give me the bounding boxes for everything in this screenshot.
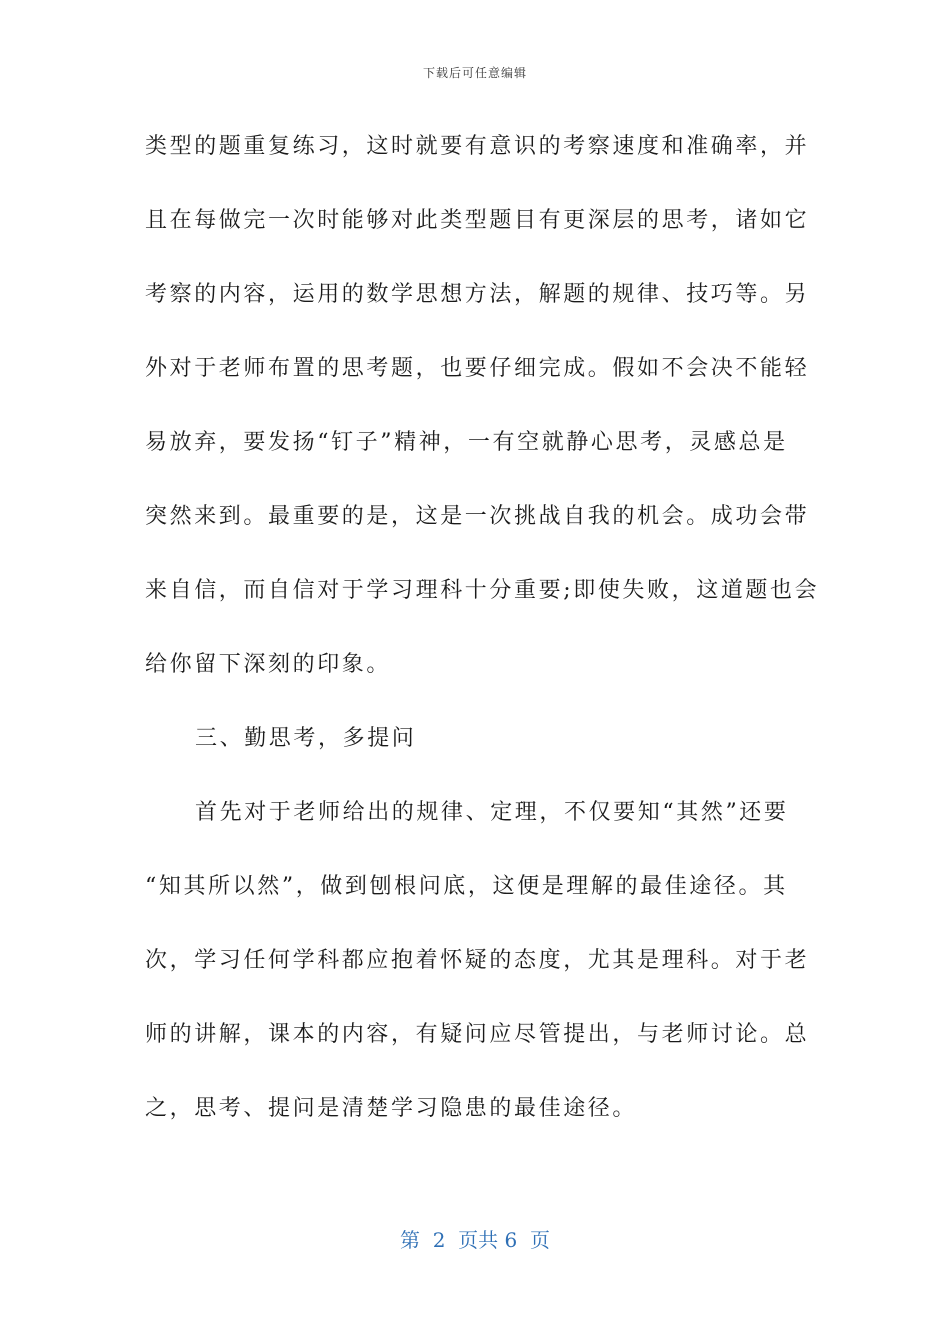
- page-number-footer: 第 2 页共 6 页: [400, 1228, 550, 1252]
- body-line: 外对于老师布置的思考题，也要仔细完成。假如不会决不能轻: [145, 356, 810, 381]
- body-line: 之，思考、提问是清楚学习隐患的最佳途径。: [145, 1096, 638, 1121]
- body-line: 师的讲解，课本的内容，有疑问应尽管提出，与老师讨论。总: [145, 1022, 810, 1047]
- section-heading: 三、勤思考，多提问: [195, 726, 417, 751]
- document-body: [145, 120, 820, 1156]
- body-line: 类型的题重复练习，这时就要有意识的考察速度和准确率，并: [145, 134, 810, 159]
- body-line: 突然来到。最重要的是，这是一次挑战自我的机会。成功会带: [145, 504, 810, 529]
- body-line: 首先对于老师给出的规律、定理，不仅要知“其然”还要: [195, 800, 789, 825]
- body-line: 次，学习任何学科都应抱着怀疑的态度，尤其是理科。对于老: [145, 948, 810, 973]
- body-line: 来自信，而自信对于学习理科十分重要;即使失败，这道题也会: [145, 578, 820, 603]
- body-line: 易放弃，要发扬“钉子”精神，一有空就静心思考，灵感总是: [145, 430, 788, 455]
- body-line: “知其所以然”，做到刨根问底，这便是理解的最佳途径。其: [145, 874, 788, 899]
- body-line: 且在每做完一次时能够对此类型题目有更深层的思考，诸如它: [145, 208, 810, 233]
- body-line: 考察的内容，运用的数学思想方法，解题的规律、技巧等。另: [145, 282, 810, 307]
- page-header: 下载后可任意编辑: [422, 66, 527, 80]
- body-line: 给你留下深刻的印象。: [145, 652, 392, 677]
